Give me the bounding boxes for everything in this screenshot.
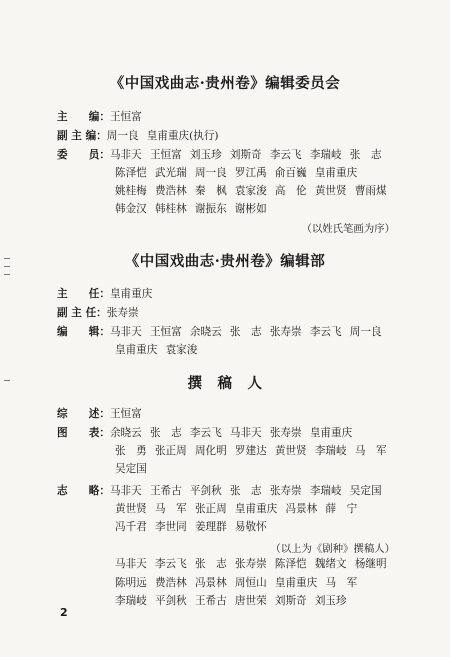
name: 张寿崇 (269, 326, 302, 338)
name: 姜理群 (194, 521, 227, 533)
name: 张 志 (349, 149, 382, 161)
department-deputy-row (57, 306, 147, 320)
scan-mark (4, 274, 10, 275)
name: 皇甫重庆 (309, 427, 353, 439)
page-number: 2 (60, 606, 68, 619)
name: 张 志 (229, 485, 262, 497)
name: 费浩林 (154, 185, 187, 197)
name: 韩桂林 (154, 203, 187, 215)
name: 王恒富 (109, 111, 142, 123)
name: 皇甫重庆 (274, 577, 318, 589)
name: 马非天 (109, 326, 142, 338)
name: 皇甫重庆(执行) (146, 130, 219, 142)
members-continued (115, 202, 275, 216)
name: 皇甫重庆 (115, 344, 158, 356)
name: 马 军 (325, 577, 358, 589)
members-label: 委 员： (57, 149, 110, 161)
name: 吴定国 (349, 485, 382, 497)
charts-continued (115, 444, 395, 458)
name: 李瑞岐 (309, 149, 342, 161)
name: 李云飞 (309, 326, 342, 338)
name: 易敬怀 (234, 521, 267, 533)
name: 皇甫重庆 (314, 167, 358, 179)
genre-writers-row (115, 557, 395, 571)
charts-row (57, 426, 360, 440)
name: 王恒富 (149, 149, 182, 161)
name: 冯景林 (285, 503, 318, 515)
name: 余晓云 (189, 326, 222, 338)
name: 薛 宁 (325, 503, 358, 515)
chief-editor-label: 主 编： (57, 111, 110, 123)
records-continued (115, 520, 275, 534)
name: 张寿崇 (269, 485, 302, 497)
name: 马非天 (109, 485, 142, 497)
name: 陈明远 (115, 577, 147, 589)
name: 王希古 (149, 485, 182, 497)
name: 韩金汉 (115, 203, 147, 215)
name: 张寿崇 (234, 558, 267, 570)
name: 李瑞岐 (115, 595, 147, 607)
name: 张正周 (194, 503, 227, 515)
name: 李瑞岐 (309, 485, 342, 497)
members-continued (115, 184, 395, 198)
name: 李云飞 (154, 558, 187, 570)
overview-row (57, 407, 150, 421)
name: 袁家浚 (234, 185, 267, 197)
editors-label: 编 辑： (57, 326, 110, 338)
committee-chief-row (57, 110, 150, 124)
name: 张正周 (154, 445, 187, 457)
name: 张 志 (194, 558, 227, 570)
name: 周一良 (349, 326, 382, 338)
committee-members-row (57, 148, 390, 162)
name: 周化明 (194, 445, 227, 457)
writers-title: 撰 稿 人 (187, 375, 263, 392)
overview-label: 综 述： (57, 408, 110, 420)
name: 李云飞 (189, 427, 222, 439)
name: 谢彬如 (234, 203, 267, 215)
records-continued (115, 502, 365, 516)
name: 高 伦 (274, 185, 307, 197)
charts-label: 图 表： (57, 427, 110, 439)
name: 袁家浚 (165, 344, 198, 356)
name: 平剑秋 (189, 485, 222, 497)
records-label: 志 略： (57, 485, 110, 497)
name: 张寿崇 (269, 427, 302, 439)
name: 唐世荣 (234, 595, 267, 607)
department-chief-row (57, 287, 161, 301)
name: 周恒山 (234, 577, 267, 589)
name: 平剑秋 (154, 595, 187, 607)
deputy-director-label: 副 主 任： (57, 307, 107, 319)
name: 马 军 (154, 503, 187, 515)
name: 费浩林 (154, 577, 187, 589)
ordering-note: （以姓氏笔画为序） (301, 223, 395, 235)
name: 皇甫重庆 (234, 503, 278, 515)
name: 杨继明 (354, 558, 387, 570)
name: 陈泽恺 (115, 167, 147, 179)
name: 黄世贤 (314, 185, 347, 197)
director-label: 主 任： (57, 288, 110, 300)
genre-writers-note: （以上为《剧种》撰稿人） (270, 543, 395, 555)
name: 皇甫重庆 (109, 288, 153, 300)
name: 张 勇 (115, 445, 147, 457)
name: 马非天 (229, 427, 262, 439)
name: 武光瑞 (154, 167, 187, 179)
name: 陈泽恺 (274, 558, 307, 570)
name: 李云飞 (269, 149, 302, 161)
department-editors-row (57, 325, 390, 339)
name: 谢振东 (194, 203, 227, 215)
name: 姚桂梅 (115, 185, 147, 197)
members-continued (115, 166, 365, 180)
name: 王恒富 (149, 326, 182, 338)
name: 吴定国 (115, 463, 147, 475)
name: 黄世贤 (274, 445, 307, 457)
name: 马 军 (354, 445, 387, 457)
committee-deputy-row (57, 129, 227, 143)
genre-writers-row (115, 594, 355, 608)
name: 王恒富 (109, 408, 142, 420)
name: 周一良 (106, 130, 139, 142)
name: 罗建达 (234, 445, 267, 457)
name: 刘斯奇 (229, 149, 262, 161)
records-row (57, 484, 390, 498)
name: 刘斯奇 (274, 595, 307, 607)
committee-title: 《中国戏曲志·贵州卷》编辑委员会 (109, 75, 341, 92)
deputy-editor-label: 副 主 编： (57, 130, 107, 142)
name: 余晓云 (109, 427, 142, 439)
name: 马非天 (115, 558, 147, 570)
name: 李瑞岐 (314, 445, 347, 457)
name: 秦 枫 (194, 185, 227, 197)
name: 冯景林 (194, 577, 227, 589)
name: 俞百巍 (274, 167, 307, 179)
department-title: 《中国戏曲志·贵州卷》编辑部 (124, 253, 326, 270)
name: 张寿崇 (106, 307, 139, 319)
genre-writers-row (115, 576, 365, 590)
name: 张 志 (229, 326, 262, 338)
name: 李世同 (154, 521, 187, 533)
name: 罗江禹 (234, 167, 267, 179)
editors-continued (115, 343, 206, 357)
name: 马非天 (109, 149, 142, 161)
name: 刘玉珍 (189, 149, 222, 161)
name: 魏绪文 (314, 558, 347, 570)
name: 曹雨煤 (354, 185, 387, 197)
name: 冯千君 (115, 521, 147, 533)
name: 刘玉珍 (314, 595, 347, 607)
name: 王希古 (194, 595, 227, 607)
name: 周一良 (194, 167, 227, 179)
charts-continued (115, 462, 155, 476)
name: 张 志 (149, 427, 182, 439)
name: 黄世贤 (115, 503, 147, 515)
